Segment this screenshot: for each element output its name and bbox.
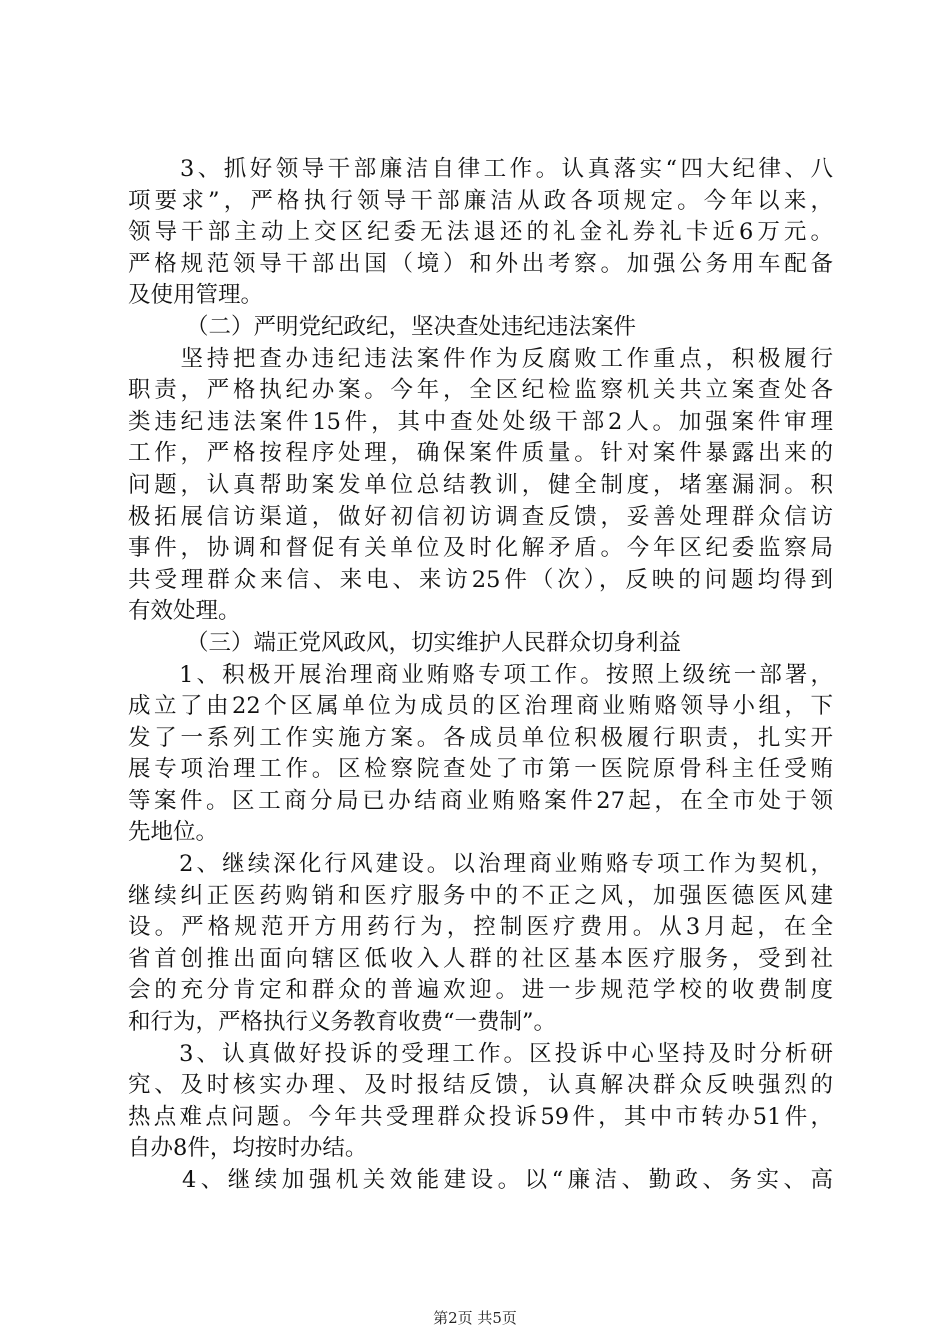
text-line: 职责，严格执纪办案。今年，全区纪检监察机关共立案查处各 [128, 377, 833, 404]
text-line: 先地位。 [128, 819, 219, 846]
text-line: 坚持把查办违纪违法案件作为反腐败工作重点，积极履行 [128, 345, 833, 372]
text-line: 展专项治理工作。区检察院查处了市第一医院原骨科主任受贿 [128, 756, 833, 783]
text-line: 领导干部主动上交区纪委无法退还的礼金礼券礼卡近6万元。 [128, 219, 833, 246]
text-line: 1、积极开展治理商业贿赂专项工作。按照上级统一部署， [128, 661, 833, 688]
text-line: 成立了由22个区属单位为成员的区治理商业贿赂领导小组，下 [128, 693, 833, 720]
text-line: 问题，认真帮助案发单位总结教训，健全制度，堵塞漏洞。积 [128, 471, 833, 498]
text-line: 究、及时核实办理、及时报结反馈，认真解决群众反映强烈的 [128, 1072, 833, 1099]
text-line: 和行为，严格执行义务教育收费“一费制”。 [128, 1009, 557, 1036]
text-line: 省首创推出面向辖区低收入人群的社区基本医疗服务，受到社 [128, 945, 833, 972]
text-line: 设。严格规范开方用药行为，控制医疗费用。从3月起，在全 [128, 914, 833, 941]
text-line: 发了一系列工作实施方案。各成员单位积极履行职责，扎实开 [128, 724, 833, 751]
text-line: 继续纠正医药购销和医疗服务中的不正之风，加强医德医风建 [128, 882, 833, 909]
text-line: 类违纪违法案件15件，其中查处处级干部2人。加强案件审理 [128, 408, 833, 435]
text-line: 4、继续加强机关效能建设。以“廉洁、勤政、务实、高 [128, 1167, 833, 1193]
text-line: 严格规范领导干部出国（境）和外出考察。加强公务用车配备 [128, 250, 833, 277]
text-line: 2、继续深化行风建设。以治理商业贿赂专项工作为契机， [128, 851, 833, 878]
text-line: 事件，协调和督促有关单位及时化解矛盾。今年区纪委监察局 [128, 535, 833, 562]
text-line: 3、认真做好投诉的受理工作。区投诉中心坚持及时分析研 [128, 1040, 833, 1067]
text-line: 极拓展信访渠道，做好初信初访调查反馈，妥善处理群众信访 [128, 503, 833, 530]
text-line: 会的充分肯定和群众的普遍欢迎。进一步规范学校的收费制度 [128, 977, 833, 1004]
text-line: 共受理群众来信、来电、来访25件（次），反映的问题均得到 [128, 566, 833, 593]
text-line: 项要求”，严格执行领导干部廉洁从政各项规定。今年以来， [128, 187, 833, 214]
text-line: 及使用管理。 [128, 282, 264, 309]
text-line: 3、抓好领导干部廉洁自律工作。认真落实“四大纪律、八 [128, 156, 833, 182]
text-line: 工作，严格按程序处理，确保案件质量。针对案件暴露出来的 [128, 440, 833, 467]
text-line: 热点难点问题。今年共受理群众投诉59件，其中市转办51件， [128, 1103, 833, 1130]
text-line: （二）严明党纪政纪，坚决查处违纪违法案件 [186, 313, 637, 340]
text-line: 有效处理。 [128, 598, 241, 625]
page-footer: 第2页 共5页 [433, 1309, 517, 1327]
text-line: 自办8件，均按时办结。 [128, 1135, 368, 1162]
text-line: （三）端正党风政风，切实维护人民群众切身利益 [186, 629, 682, 656]
document-body [128, 154, 833, 1197]
text-line: 等案件。区工商分局已办结商业贿赂案件27起，在全市处于领 [128, 787, 833, 814]
